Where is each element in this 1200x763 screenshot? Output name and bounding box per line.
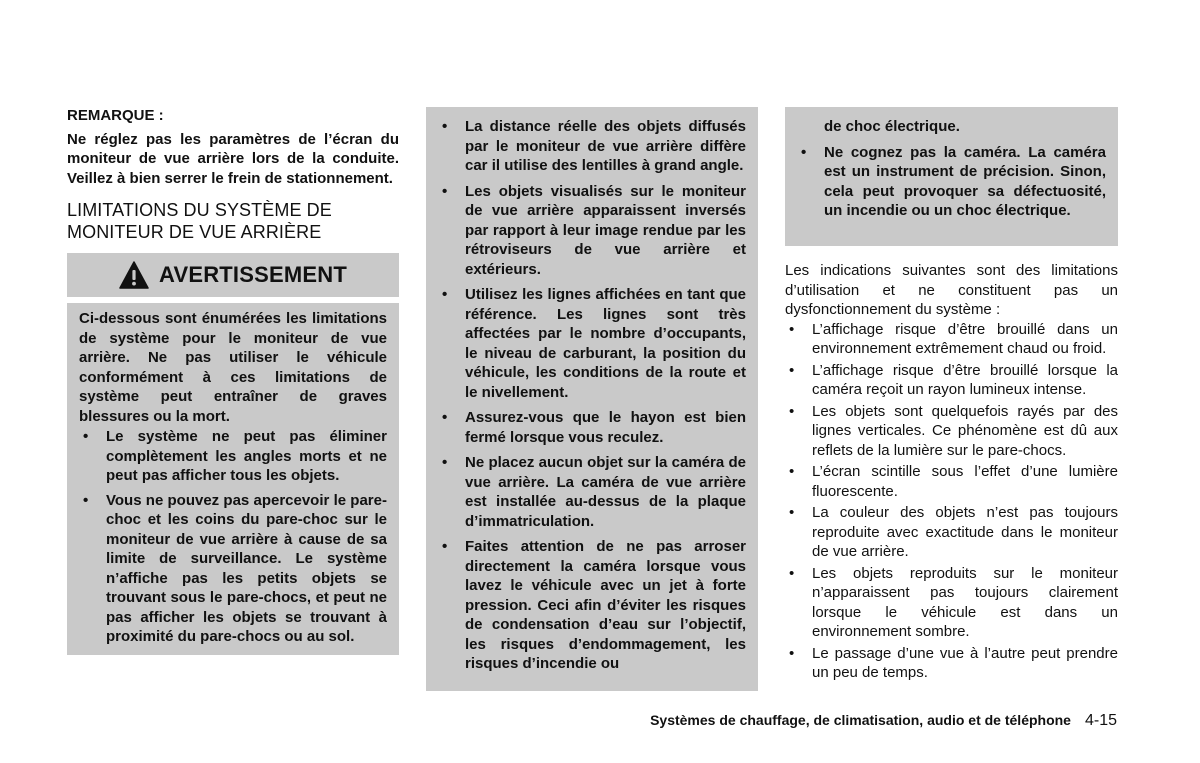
bullet-icon: • <box>789 402 795 420</box>
list-item: • La couleur des objets n’est pas toujours reproduite avec exactitude dans le moniteur de vue arrière. <box>789 504 1118 560</box>
bullet-icon: • <box>442 182 448 200</box>
warning-header <box>67 253 399 297</box>
warning-box-continued <box>785 107 1118 246</box>
list-item: • Ne placez aucun objet sur la caméra de vue arrière. La caméra de vue arrière est installée au-dessus de la plaque d’immatriculation. <box>442 454 746 530</box>
list-item: • Vous ne pouvez pas apercevoir le pare-choc et les coins du pare-choc sur le moniteur de vue arrière à cause de sa limite de surveillance. Le système n’affiche pas les petits objets se trouvant sous le pare-chocs, et peut ne pas afficher les objets se trouvant à proximité du pare-chocs ou au sol. <box>83 491 387 645</box>
bullet-icon: • <box>83 428 89 445</box>
list-item: • Assurez-vous que le hayon est bien fermé lorsque vous reculez. <box>442 409 746 446</box>
list-item: • L’affichage risque d’être brouillé dans un environnement extrêmement chaud ou froid. <box>789 320 1118 357</box>
bullet-icon: • <box>789 644 795 662</box>
right-column <box>785 107 1118 683</box>
warning-continuation: de choc électrique. <box>824 118 960 135</box>
bullet-icon: • <box>789 564 795 582</box>
list-item: • L’affichage risque d’être brouillé lorsque la caméra reçoit un rayon lumineux intense. <box>789 361 1118 398</box>
warning-title: AVERTISSEMENT <box>159 262 347 287</box>
middle-warning-column <box>426 107 758 691</box>
warning-intro: Ci-dessous sont énumérées les limitations de système pour le moniteur de vue arrière. Ne pas utiliser le véhicule conformément à ces limitations de système peut entraîner de graves blessures ou la mort. <box>79 310 387 425</box>
limitations-list <box>785 320 1118 683</box>
warning-list <box>438 117 746 674</box>
list-item: • Le passage d’une vue à l’autre peut prendre un peu de temps. <box>789 644 1118 681</box>
bullet-icon: • <box>801 143 807 161</box>
page-footer <box>650 711 1117 730</box>
section-title: LIMITATIONS DU SYSTÈME DE MONITEUR DE VUE ARRIÈRE <box>67 200 332 242</box>
list-item: • Les objets sont quelquefois rayés par des lignes verticales. Ce phénomène est dû aux reflets de la lumière sur le pare-chocs. <box>789 402 1118 459</box>
bullet-icon: • <box>442 286 448 303</box>
warning-box <box>67 303 399 655</box>
warning-list <box>79 427 387 647</box>
left-column <box>67 106 399 655</box>
limitations-intro: Les indications suivantes sont des limitations d’utilisation et ne constituent pas un dysfonctionnement du système : <box>785 262 1118 318</box>
bullet-icon: • <box>442 409 448 426</box>
bullet-icon: • <box>789 320 795 338</box>
list-item: • La distance réelle des objets diffusés par le moniteur de vue arrière diffère car il utilise des lentilles à grand angle. <box>442 118 746 174</box>
bullet-icon: • <box>789 504 795 521</box>
list-item: • Le système ne peut pas éliminer complètement les angles morts et ne peut pas afficher tous les objets. <box>83 428 387 484</box>
bullet-icon: • <box>789 361 795 379</box>
remark-body: Ne réglez pas les paramètres de l’écran du moniteur de vue arrière lors de la conduite. Veillez à bien serrer le frein de stationnement. <box>67 130 399 187</box>
bullet-icon: • <box>83 491 89 509</box>
list-item: • Ne cognez pas la caméra. La caméra est un instrument de précision. Sinon, cela peut provoquer sa défectuosité, un incendie ou un choc électrique. <box>801 143 1106 219</box>
list-item: • Utilisez les lignes affichées en tant que référence. Les lignes sont très affectées par le nombre d’occupants, le niveau de carburant, la position du véhicule, les conditions de la route et le nivellement. <box>442 286 746 401</box>
list-item: • Les objets reproduits sur le moniteur n’apparaissent pas toujours clairement lorsque le véhicule est dans un environnement sombre. <box>789 564 1118 640</box>
bullet-icon: • <box>442 118 448 135</box>
list-item: • L’écran scintille sous l’effet d’une lumière fluorescente. <box>789 463 1118 500</box>
bullet-icon: • <box>789 463 795 480</box>
remark-title: REMARQUE : <box>67 107 164 124</box>
chapter-title: Systèmes de chauffage, de climatisation, audio et de téléphone <box>650 712 1071 728</box>
warning-triangle-icon <box>119 261 149 289</box>
list-item: • Les objets visualisés sur le moniteur de vue arrière apparaissent inversés par rapport à leur image rendue par les rétroviseurs de vue arrière et extérieurs. <box>442 182 746 278</box>
list-item: • Faites attention de ne pas arroser directement la caméra lorsque vous lavez le véhicule avec un jet à forte pression. Ceci afin d’éviter les risques de condensation d’eau sur l’objectif, les risques d’endommagement, les risques d’incendie ou <box>442 538 746 672</box>
page-number: 4-15 <box>1084 712 1117 729</box>
bullet-icon: • <box>442 538 448 555</box>
warning-list <box>797 143 1106 221</box>
bullet-icon: • <box>442 454 448 471</box>
